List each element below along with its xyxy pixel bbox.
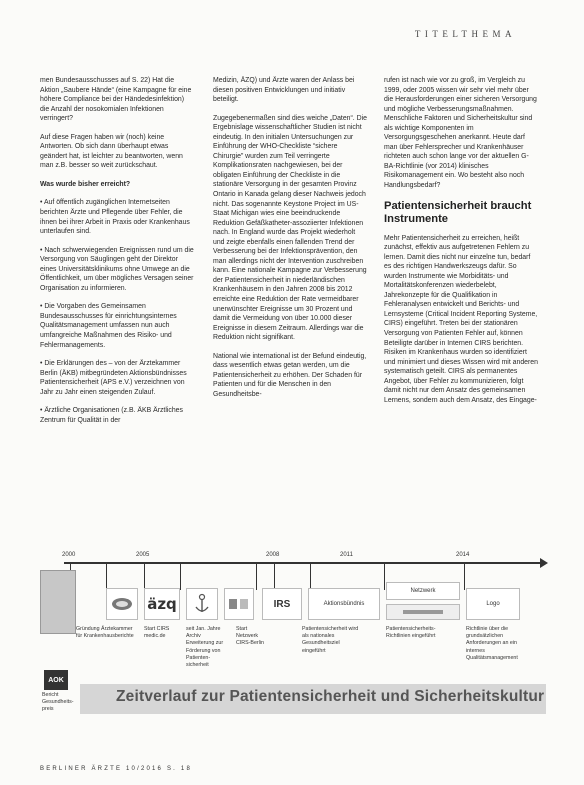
timeline-caption: Gründung Ärztekammer für Krankenhausberichte <box>76 626 134 640</box>
paragraph: National wie international ist der Befund eindeutig, dass wesentlich etwas getan werden, um die Patientensicherheit zu erhöhen. Der Schaden für Patienten und für die Menschen in den Gesundheitsbe- <box>213 352 367 398</box>
year-label: 2014 <box>456 552 470 558</box>
timeline-caption: seit Jan. Jahre Archiv Erweiterung zur Förderung von Patienten-sicherheit <box>186 626 224 669</box>
paragraph: Zugegebenermaßen sind dies weiche „Daten“. Die Ergebnislage wissenschaftlicher Studien ist nicht eindeutig. In den initialen Untersuchungen zur Einführung der WHO-Checkliste “sichere Chirurgie” wurden zum Teil verringerte Komplikationsraten nachgewiesen, bei der obligaten Einführung der Checkliste in die stationäre Versorgung in der gesamten Provinz Ontario in Kanada gelang dieser Nachweis jedoch nicht. Das sogenannte Keystone Project im US-Staat Michigan wies eine beeindruckende Reduktion Gefäßkatheter-assoziierter Infektionen nach. In England wurde das Projekt wiederholt und zeigte ebenfalls einen fallenden Trend der Verbesserung bei der Infektionsprävention, den man allerdings nicht der Intervention zuschreiben kann. Eine nationale Kampagne zur Verbesserung der Patientensicherheit in niederländischen Krankenhäusern in den Jahren 2008 bis 2012 erreichte eine Reduktion der Rate vermeidbarer unerwünschter Ereignisse um 30 Prozent und damit die Vermeidung von über 10.000 dieser Ereignisse in diesem Zeitraum. Allerdings war die Reduktion nicht signifikant. <box>213 114 367 342</box>
timeline-caption: Patientensicherheit wird als nationales Gesundheitsziel eingeführt <box>302 626 359 654</box>
timeline-caption: Richtlinie über die grundsätzlichen Anforderungen an ein internes Qualitätsmanagement <box>466 626 518 661</box>
aok-logo: AOK <box>44 670 68 690</box>
section-title: TITELTHEMA <box>414 29 516 39</box>
bullet-item: • Die Vorgaben des Gemeinsamen Bundesausschusses für einrichtungsinternes Qualitätsmanagement umfassen nun auch umfangreiche Maßnahmen des Risiko- und Fehlermanagements. <box>40 303 177 349</box>
paragraph: rufen ist nach wie vor zu groß, im Vergleich zu 1999, oder 2005 wissen wir sehr viel mehr über die Herausforderungen einer sicheren Versorgung und mögliche Verbesserungsmaßnahmen. Menschliche Faktoren und Sicherheitskultur sind als wichtige Komponenten im Versorgungsgeschehen anerkannt. Heute darf man über Fehlersprecher und Krankenhäuser richteten auch schon lange vor der aktuellen G-BA-Richtlinie (vor 2014) klinisches Risikomanagement ein. Wo besteht also noch Handlungsbedarf? <box>384 77 537 190</box>
paragraph: Mehr Patientensicherheit zu erreichen, heißt zunächst, effektiv aus aufgetretenen Fehlern zu lernen. Damit dies nicht nur einzelne tun, bedarf es des richtigen Handwerkszeugs dafür. So wurden Instrumente wie Morbiditäts- und Mortalitätskonferenzen wiederbelebt, Jahrekonzepte für die Qualifikation in Fehleranalysen entwickelt und Berichts- und Lernsysteme (Critical Incident Reporting Systeme, CIRS) eingeführt. Treten bei der stationären Versorgung von Patienten Fehler auf, können Beteiligte darüber in Internen CIRS berichten. Risiken im Krankenhaus wurden so identifiziert und minimiert und dieses Wissen wird mit anderen systematisch geteilt. CIRS als permanentes Angebot, über Fehler zu kommunizieren, folgt damit nicht nur dem Ansatz des gemeinsamen Lernens, sondern auch dem Ansatz, des Eingage- <box>384 234 538 404</box>
emblem-icon <box>111 597 133 611</box>
timeline-tick <box>144 562 145 590</box>
azq-logo: äzq <box>144 588 180 620</box>
column-1 <box>40 76 194 434</box>
timeline-axis <box>64 562 542 564</box>
network-icon <box>227 596 251 612</box>
timeline-arrow-icon <box>540 558 548 568</box>
aps-emblem-logo <box>186 588 218 620</box>
year-label: 2005 <box>136 552 150 558</box>
timeline-caption: Start CIRS medic.de <box>144 626 170 640</box>
bullet-item: • Ärztliche Organisationen (z.B. ÄKB Ärztliches Zentrum für Qualität in der <box>40 407 183 424</box>
timeline-tick <box>106 562 107 590</box>
last-logo: Logo <box>466 588 520 620</box>
anchor-icon <box>194 593 210 615</box>
book-cover-image <box>40 570 76 634</box>
year-label: 2011 <box>340 552 353 558</box>
aok-caption: Bericht Gesundheits-preis <box>42 692 74 712</box>
timeline-caption: Start Netzwerk CIRS-Berlin <box>236 626 264 647</box>
bullet-item: • Die Erklärungen des – von der Ärztekammer Berlin (ÄKB) mitbegründeten Aktionsbündnisses Patientensicherheit (APS e.V.) verzeichnen von Jahr zu Jahr einen steigenden Zulauf. <box>40 360 187 396</box>
subheading: Was wurde bisher erreicht? <box>40 180 131 188</box>
timeline-figure <box>40 552 546 762</box>
timeline-tick <box>274 562 275 590</box>
bullet-item: • Auf öffentlich zugänglichen Internetseiten berichten Ärzte und Pflegende über Fehler, die ihnen bei ihrer Arbeit in Praxis oder Krankenhaus unterlaufen sind. <box>40 199 190 236</box>
page-footer: BERLINER ÄRZTE 10/2016 S. 18 <box>40 766 192 772</box>
column-3 <box>384 76 538 414</box>
organisation-logo <box>106 588 138 620</box>
timeline-caption: Patientensicherheits-Richtlinien eingeführt <box>386 626 436 640</box>
irs-logo: IRS <box>262 588 302 620</box>
aktionsbuendnis-logo: Aktionsbündnis <box>308 588 380 620</box>
section-heading: Patientensicherheit braucht Instrumente <box>384 199 532 225</box>
cirs-network-logo: Netzwerk <box>386 582 460 600</box>
timeline-tick <box>180 562 181 590</box>
bar-icon <box>403 608 443 616</box>
timeline-tick <box>464 562 465 590</box>
year-label: 2000 <box>62 552 76 558</box>
bullet-item: • Nach schwerwiegenden Ereignissen rund um die Versorgung von Säuglingen geht der Direktor eines Universitätsklinikums ohne Umwege an die Öffentlichkeit, um über mögliches Versagen seiner Organisation zu informieren. <box>40 246 194 292</box>
paragraph: Medizin, ÄZQ) und Ärzte waren der Anlass bei diesen positiven Entwicklungen und initiativ beteiligt. <box>213 77 355 104</box>
section-header <box>0 24 584 42</box>
timeline-tick <box>310 562 311 590</box>
network-logo <box>224 588 254 620</box>
timeline-tick <box>384 562 385 590</box>
secondary-logo <box>386 604 460 620</box>
timeline-title-band <box>80 684 546 714</box>
timeline-title: Zeitverlauf zur Patientensicherheit und Sicherheitskultur <box>116 688 545 705</box>
paragraph: Auf diese Fragen haben wir (noch) keine Antworten. Ob sich dann überhaupt etwas geändert hat, ist leichter zu beantworten, wenn man z.B. besser so weit zurückschaut. <box>40 133 183 170</box>
paragraph: men Bundesausschusses auf S. 22) Hat die Aktion „Saubere Hände“ (eine Kampagne für eine höhere Compliance bei der Händedesinfektion) die Anzahl der nosokomialen Infektionen verringert? <box>40 77 192 123</box>
year-label: 2008 <box>266 552 280 558</box>
column-2 <box>213 76 367 409</box>
timeline-tick <box>256 562 257 590</box>
